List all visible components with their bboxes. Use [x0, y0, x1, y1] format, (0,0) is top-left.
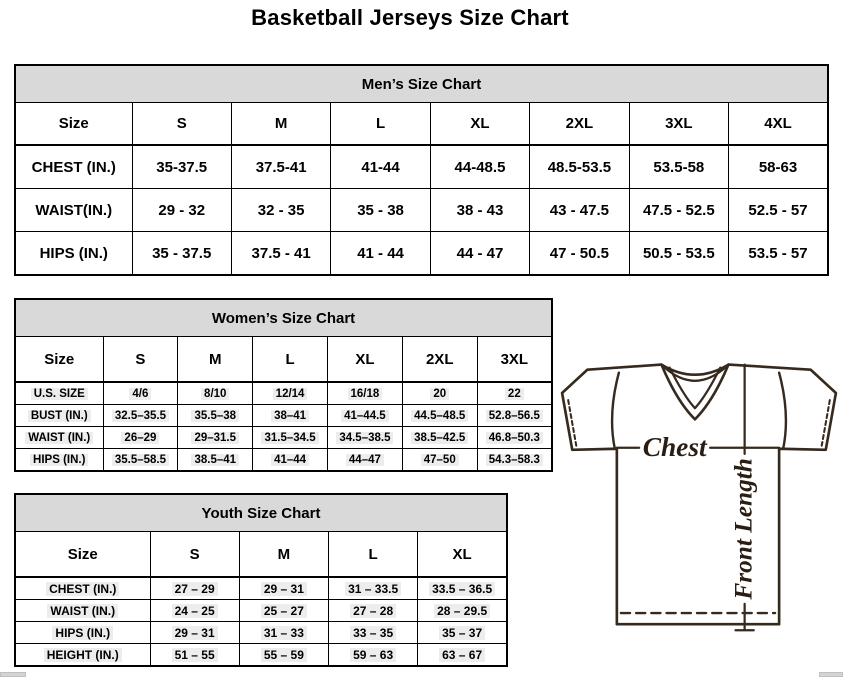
size-value-cell: 26–29 [103, 427, 178, 449]
youth-size-table [14, 493, 508, 667]
column-header: Size [15, 337, 103, 383]
size-value-cell: 35.5–38 [178, 405, 253, 427]
size-value-cell: 54.3–58.3 [477, 449, 552, 472]
size-value-cell: 29–31.5 [178, 427, 253, 449]
table-row [15, 405, 552, 427]
size-value-cell: 12/14 [253, 382, 328, 405]
size-value-cell: 32 - 35 [231, 189, 330, 232]
row-label: HIPS (IN.) [15, 232, 132, 276]
column-header: Size [15, 532, 150, 578]
row-label: HEIGHT (IN.) [15, 644, 150, 667]
jersey-diagram-svg [556, 356, 842, 648]
page-title: Basketball Jerseys Size Chart [251, 5, 569, 30]
size-value-cell: 41–44 [253, 449, 328, 472]
size-value-cell: 33.5 – 36.5 [418, 577, 507, 600]
row-label: BUST (IN.) [15, 405, 103, 427]
chest-label: Chest [642, 431, 707, 462]
size-value-cell: 27 – 28 [329, 600, 418, 622]
size-value-cell: 51 – 55 [150, 644, 239, 667]
table-row [15, 232, 828, 276]
size-value-cell: 44 - 47 [430, 232, 529, 276]
row-label: HIPS (IN.) [15, 449, 103, 472]
row-label: WAIST (IN.) [15, 600, 150, 622]
column-header: Size [15, 103, 132, 146]
column-header: XL [418, 532, 507, 578]
column-header: S [103, 337, 178, 383]
size-value-cell: 48.5-53.5 [530, 145, 629, 189]
table-title: Men’s Size Chart [15, 65, 828, 103]
size-value-cell: 47–50 [402, 449, 477, 472]
womens-size-table [14, 298, 553, 472]
column-header: XL [430, 103, 529, 146]
size-value-cell: 58-63 [729, 145, 828, 189]
column-header: 4XL [729, 103, 828, 146]
size-value-cell: 35 – 37 [418, 622, 507, 644]
size-value-cell: 38 - 43 [430, 189, 529, 232]
size-value-cell: 38.5–42.5 [402, 427, 477, 449]
size-value-cell: 52.8–56.5 [477, 405, 552, 427]
jersey-measurement-diagram [556, 356, 842, 648]
table-row [15, 644, 507, 667]
size-value-cell: 59 – 63 [329, 644, 418, 667]
size-value-cell: 33 – 35 [329, 622, 418, 644]
column-header: S [132, 103, 231, 146]
table-row [15, 577, 507, 600]
front-length-label: Front Length [729, 458, 758, 600]
table-title: Youth Size Chart [15, 494, 507, 532]
table-title: Women’s Size Chart [15, 299, 552, 337]
column-header: 2XL [402, 337, 477, 383]
size-value-cell: 35-37.5 [132, 145, 231, 189]
mens-size-table [14, 64, 829, 276]
column-header: S [150, 532, 239, 578]
size-value-cell: 44.5–48.5 [402, 405, 477, 427]
size-value-cell: 31 – 33.5 [329, 577, 418, 600]
size-value-cell: 38.5–41 [178, 449, 253, 472]
size-value-cell: 27 – 29 [150, 577, 239, 600]
size-value-cell: 29 – 31 [150, 622, 239, 644]
size-value-cell: 47.5 - 52.5 [629, 189, 728, 232]
table-row [15, 600, 507, 622]
size-value-cell: 29 - 32 [132, 189, 231, 232]
size-value-cell: 44–47 [327, 449, 402, 472]
size-value-cell: 31 – 33 [239, 622, 328, 644]
column-header: L [331, 103, 430, 146]
column-header: M [239, 532, 328, 578]
size-value-cell: 24 – 25 [150, 600, 239, 622]
size-value-cell: 53.5-58 [629, 145, 728, 189]
column-header: 3XL [629, 103, 728, 146]
size-value-cell: 35 - 38 [331, 189, 430, 232]
row-label: CHEST (IN.) [15, 145, 132, 189]
size-value-cell: 28 – 29.5 [418, 600, 507, 622]
column-header: L [253, 337, 328, 383]
size-value-cell: 44-48.5 [430, 145, 529, 189]
size-value-cell: 16/18 [327, 382, 402, 405]
column-header: M [231, 103, 330, 146]
size-value-cell: 37.5 - 41 [231, 232, 330, 276]
size-value-cell: 22 [477, 382, 552, 405]
column-header: L [329, 532, 418, 578]
table-row [15, 427, 552, 449]
row-label: WAIST(IN.) [15, 189, 132, 232]
scrollbar-fragment-left[interactable] [0, 672, 26, 677]
size-value-cell: 34.5–38.5 [327, 427, 402, 449]
size-value-cell: 32.5–35.5 [103, 405, 178, 427]
table-row [15, 145, 828, 189]
size-value-cell: 37.5-41 [231, 145, 330, 189]
size-value-cell: 46.8–50.3 [477, 427, 552, 449]
row-label: U.S. SIZE [15, 382, 103, 405]
size-value-cell: 38–41 [253, 405, 328, 427]
column-header: 3XL [477, 337, 552, 383]
size-value-cell: 29 – 31 [239, 577, 328, 600]
table-row [15, 189, 828, 232]
size-value-cell: 41 - 44 [331, 232, 430, 276]
size-value-cell: 50.5 - 53.5 [629, 232, 728, 276]
size-value-cell: 25 – 27 [239, 600, 328, 622]
column-header: 2XL [530, 103, 629, 146]
column-header: XL [327, 337, 402, 383]
size-value-cell: 47 - 50.5 [530, 232, 629, 276]
size-value-cell: 55 – 59 [239, 644, 328, 667]
column-header: M [178, 337, 253, 383]
size-value-cell: 8/10 [178, 382, 253, 405]
size-value-cell: 63 – 67 [418, 644, 507, 667]
table-row [15, 622, 507, 644]
scrollbar-fragment-right[interactable] [819, 672, 843, 677]
size-value-cell: 35.5–58.5 [103, 449, 178, 472]
size-value-cell: 31.5–34.5 [253, 427, 328, 449]
size-value-cell: 43 - 47.5 [530, 189, 629, 232]
table-row [15, 449, 552, 472]
table-row [15, 382, 552, 405]
size-value-cell: 35 - 37.5 [132, 232, 231, 276]
size-value-cell: 4/6 [103, 382, 178, 405]
size-value-cell: 20 [402, 382, 477, 405]
row-label: WAIST (IN.) [15, 427, 103, 449]
size-value-cell: 52.5 - 57 [729, 189, 828, 232]
row-label: HIPS (IN.) [15, 622, 150, 644]
row-label: CHEST (IN.) [15, 577, 150, 600]
size-value-cell: 41-44 [331, 145, 430, 189]
size-value-cell: 53.5 - 57 [729, 232, 828, 276]
size-value-cell: 41–44.5 [327, 405, 402, 427]
